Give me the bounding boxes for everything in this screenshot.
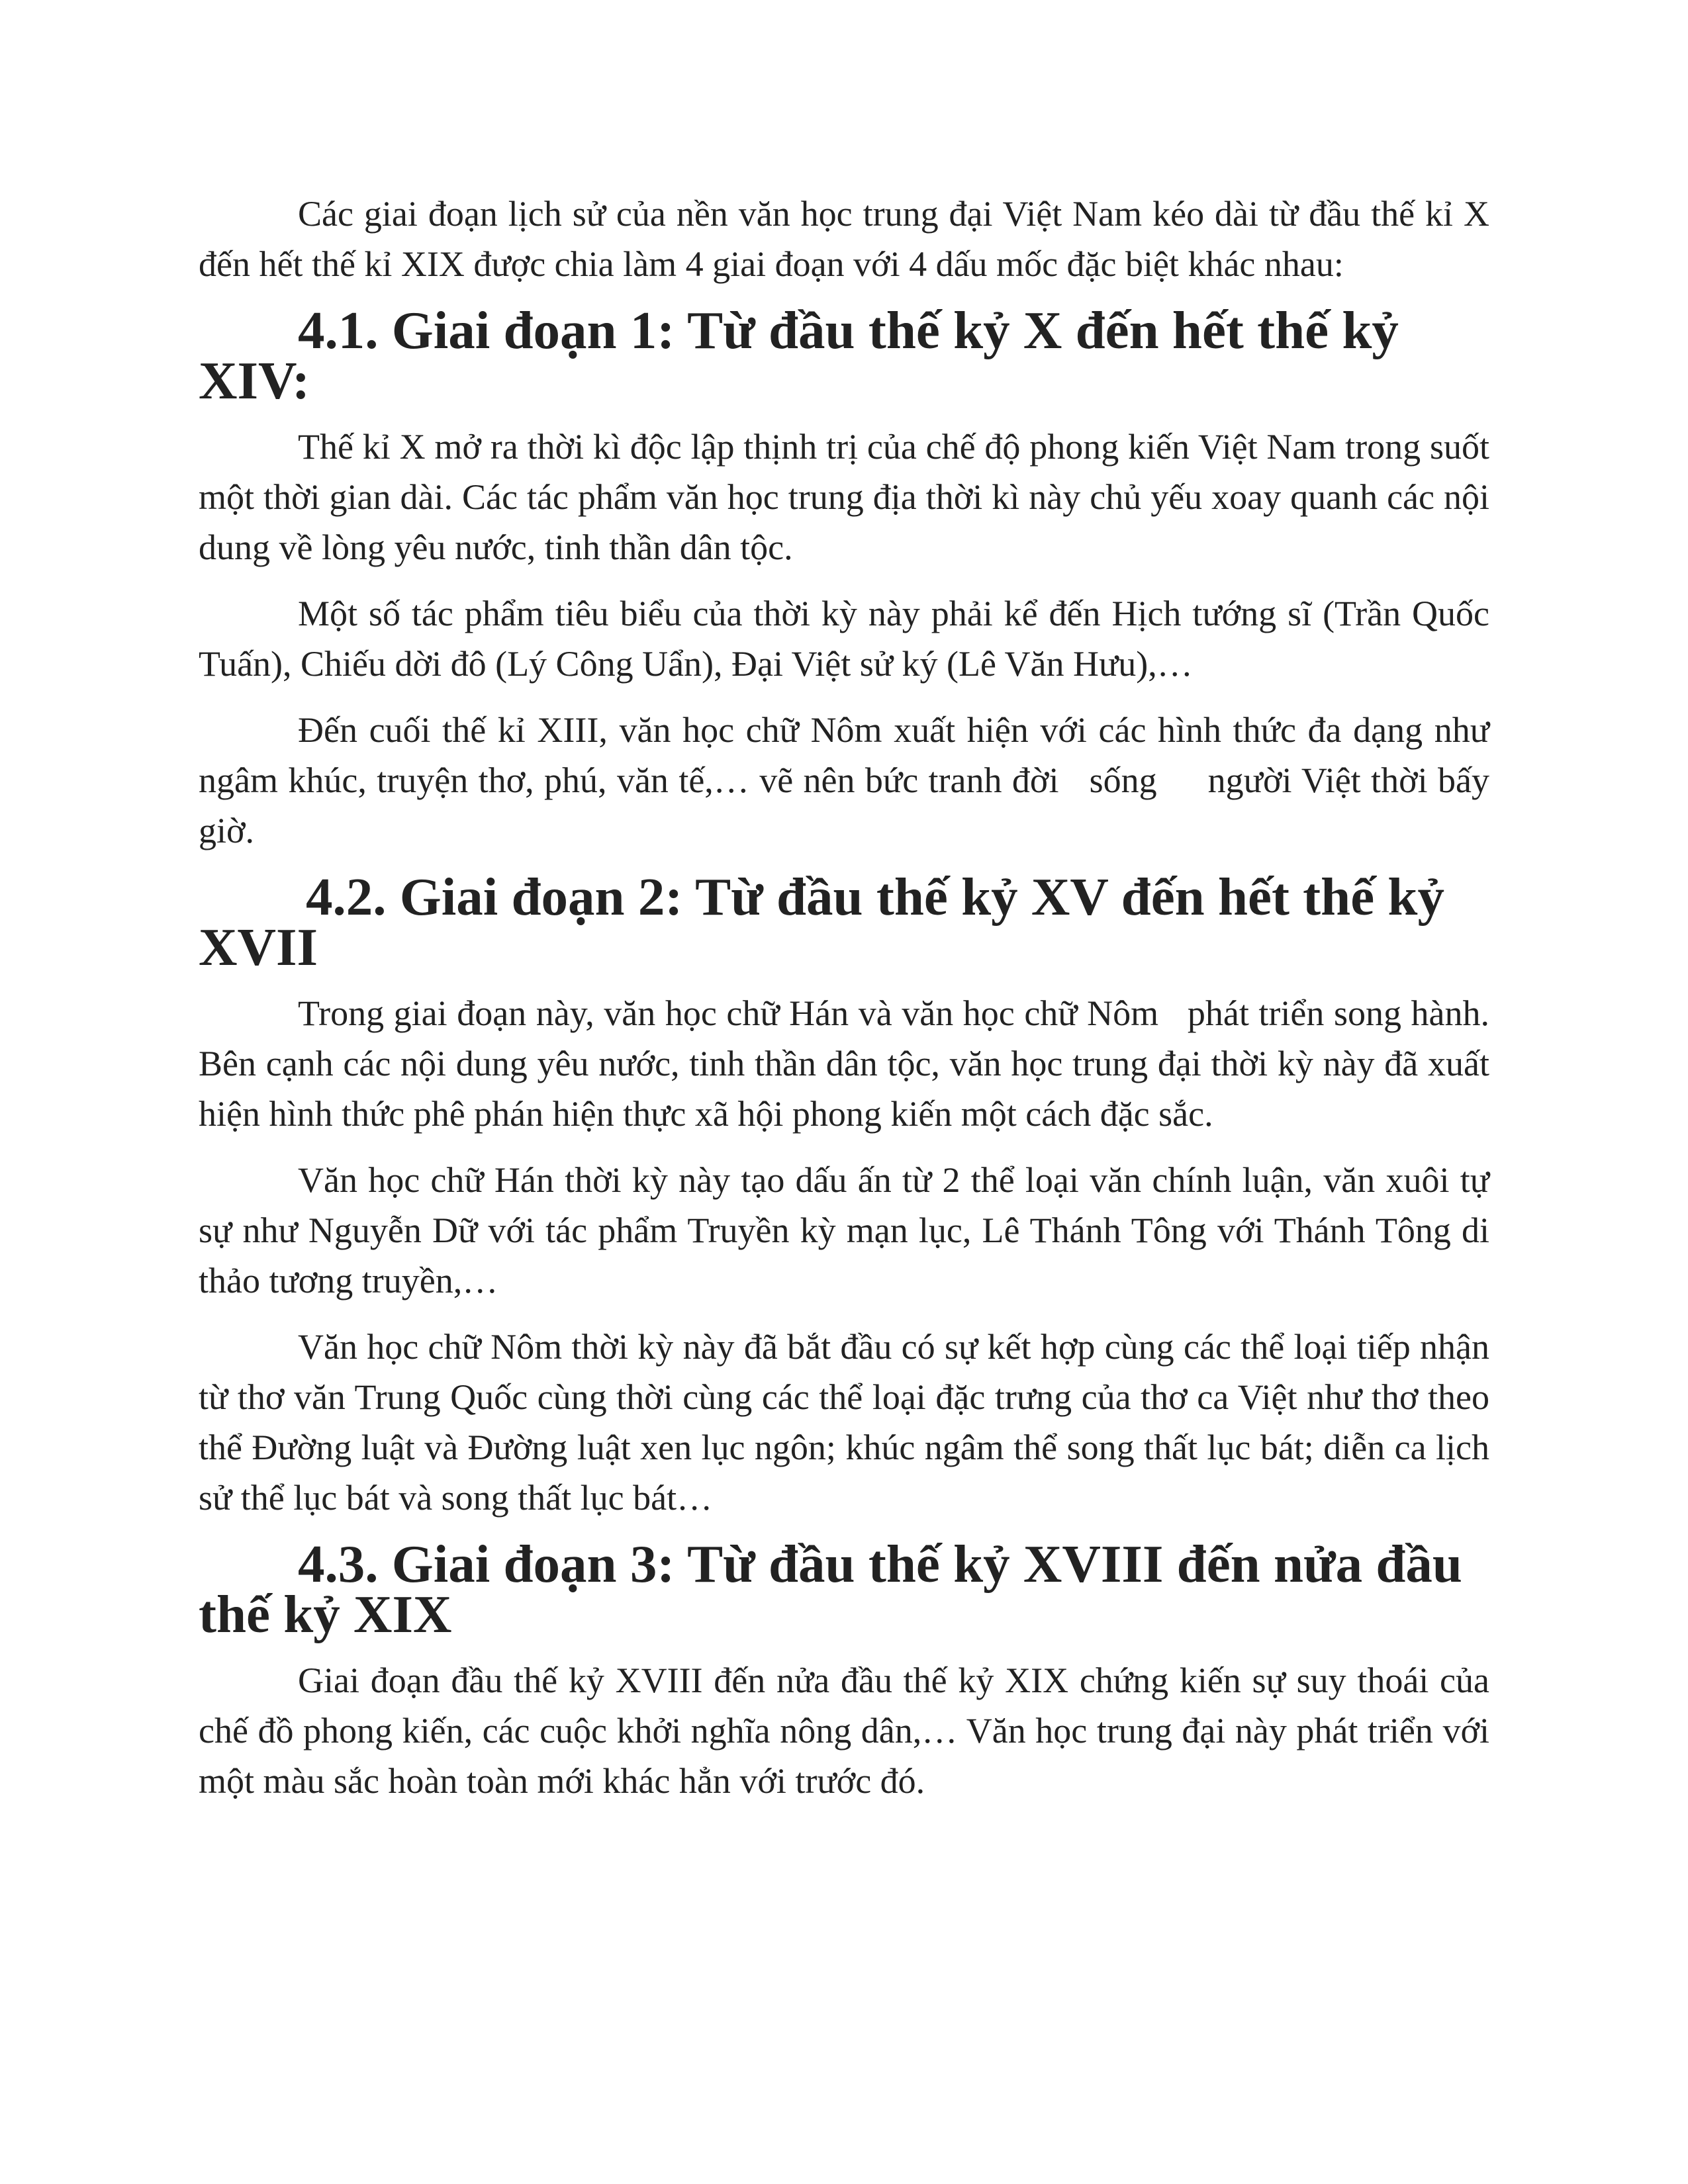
intro-paragraph: Các giai đoạn lịch sử của nền văn học trung đại Việt Nam kéo dài từ đầu thế kỉ X đến hết thế kỉ XIX được chia làm 4 giai đoạn với 4 dấu mốc đặc biệt khác nhau: — [199, 194, 1489, 284]
section-2-paragraph-3: Văn học chữ Nôm thời kỳ này đã bắt đầu có sự kết hợp cùng các thể loại tiếp nhận từ thơ văn Trung Quốc cùng thời cùng các thể loại đặc trưng của thơ ca Việt như thơ theo thể Đường luật và Đường luật xen lục ngôn; khúc ngâm thể song thất lục bát; diễn ca lịch sử thể lục bát và song thất lục bát… — [199, 1327, 1489, 1518]
section-2-heading: 4.2. Giai đoạn 2: Từ đầu thế kỷ XV đến hết thế kỷ XVII — [199, 867, 1444, 977]
section-1-paragraph-2: Một số tác phẩm tiêu biểu của thời kỳ này phải kể đến Hịch tướng sĩ (Trần Quốc Tuấn), Chiếu dời đô (Lý Công Uẩn), Đại Việt sử ký (Lê Văn Hưu),… — [199, 594, 1489, 684]
section-2-paragraph-2: Văn học chữ Hán thời kỳ này tạo dấu ấn từ 2 thể loại văn chính luận, văn xuôi tự sự như Nguyễn Dữ với tác phẩm Truyền kỳ mạn lục, Lê Thánh Tông với Thánh Tông di thảo tương truyền,… — [199, 1160, 1489, 1300]
section-1-heading: 4.1. Giai đoạn 1: Từ đầu thế kỷ X đến hết thế kỷ XIV: — [199, 300, 1399, 410]
section-1-paragraph-1: Thế kỉ X mở ra thời kì độc lập thịnh trị của chế độ phong kiến Việt Nam trong suốt một thời gian dài. Các tác phẩm văn học trung địa thời kì này chủ yếu xoay quanh các nội dung về lòng yêu nước, tinh thần dân tộc. — [199, 427, 1489, 567]
section-3-paragraph-1: Giai đoạn đầu thế kỷ XVIII đến nửa đầu thế kỷ XIX chứng kiến sự suy thoái của chế đồ phong kiến, các cuộc khởi nghĩa nông dân,… Văn học trung đại này phát triển với một màu sắc hoàn toàn mới khác hẳn với trước đó. — [199, 1661, 1489, 1801]
document-body — [199, 189, 1499, 1822]
section-3-heading: 4.3. Giai đoạn 3: Từ đầu thế kỷ XVIII đến nửa đầu thế kỷ XIX — [199, 1534, 1462, 1644]
section-2-paragraph-1: Trong giai đoạn này, văn học chữ Hán và văn học chữ Nôm phát triển song hành. Bên cạnh các nội dung yêu nước, tinh thần dân tộc, văn học trung đại thời kỳ này đã xuất hiện hình thức phê phán hiện thực xã hội phong kiến một cách đặc sắc. — [199, 993, 1499, 1134]
section-1-paragraph-3: Đến cuối thế kỉ XIII, văn học chữ Nôm xuất hiện với các hình thức đa dạng như ngâm khúc, truyện thơ, phú, văn tế,… vẽ nên bức tranh đời sống người Việt thời bấy giờ. — [199, 710, 1499, 850]
